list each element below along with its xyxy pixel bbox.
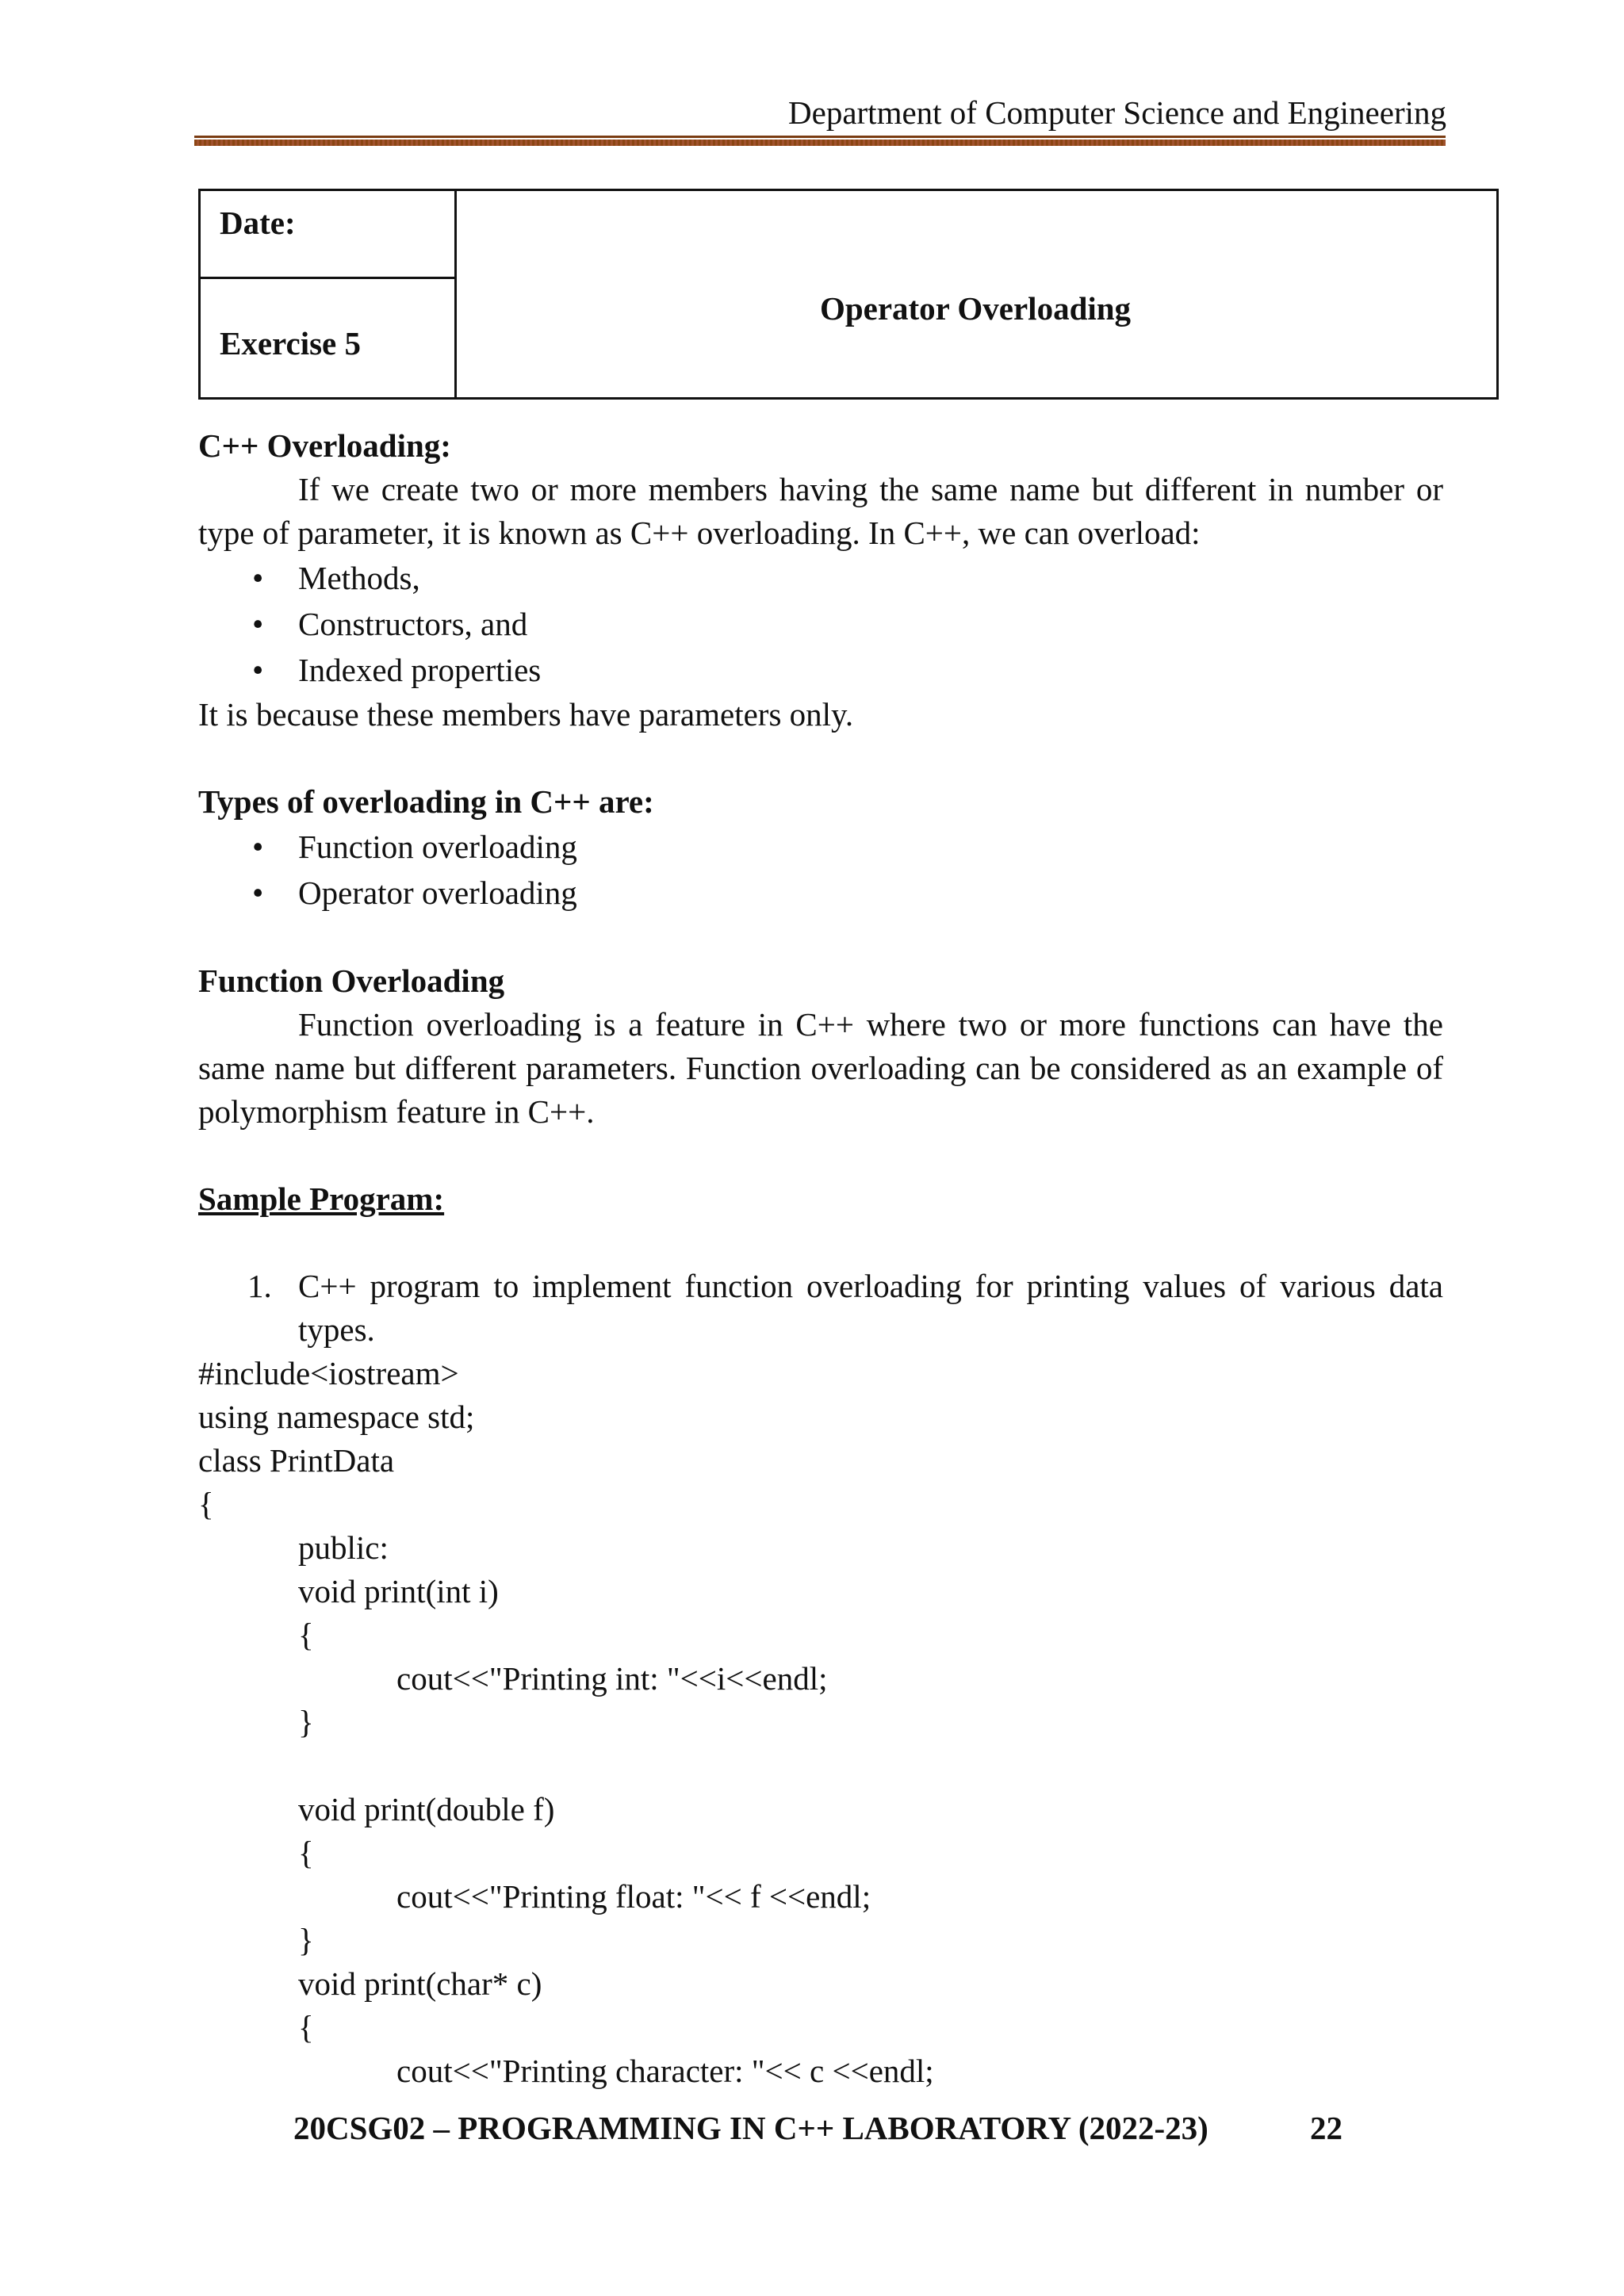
- spacer: [198, 737, 1443, 780]
- header-rule-thick: [194, 140, 1446, 146]
- list-item-text: Operator overloading: [298, 874, 577, 911]
- page-number: 22: [1310, 2110, 1342, 2146]
- code-line: {: [198, 1486, 214, 1522]
- sample-item-number: 1.: [247, 1268, 272, 1304]
- code-line: [198, 1744, 1443, 1788]
- list-item-text: Methods,: [298, 560, 420, 596]
- code-line: using namespace std;: [198, 1399, 475, 1435]
- list-item: [198, 555, 1443, 601]
- date-label: Date:: [220, 205, 296, 241]
- list-item-text: Function overloading: [298, 828, 577, 865]
- bullet-icon: •: [252, 652, 264, 688]
- code-line: }: [298, 1704, 314, 1740]
- code-line: class PrintData: [198, 1442, 395, 1479]
- list-item-text: Constructors, and: [298, 606, 528, 642]
- list-item: [198, 824, 1443, 870]
- list-item-text: Indexed properties: [298, 652, 542, 688]
- spacer: [198, 916, 1443, 959]
- bullet-icon: •: [252, 828, 264, 865]
- bullet-icon: •: [252, 606, 264, 642]
- spacer: [198, 1221, 1443, 1265]
- bullet-icon: •: [252, 560, 264, 596]
- code-line: cout<<"Printing float: "<< f <<endl;: [396, 1878, 871, 1915]
- code-line: cout<<"Printing character: "<< c <<endl;: [396, 2053, 934, 2089]
- sample-item-text: C++ program to implement function overloading for printing values of various data types.: [298, 1268, 1443, 1348]
- code-line: {: [298, 1835, 314, 1871]
- page-header: Department of Computer Science and Engineering: [788, 94, 1446, 131]
- exercise-box-divider: [201, 277, 454, 279]
- code-line: void print(char* c): [298, 1965, 542, 2002]
- list-item: [198, 601, 1443, 647]
- overloading-note: It is because these members have parameters only.: [198, 696, 854, 733]
- overloadable-list: [198, 555, 1443, 693]
- function-overloading-heading: Function Overloading: [198, 962, 505, 999]
- document-body: [198, 424, 1443, 2093]
- header-rule: [194, 136, 1446, 147]
- overloading-intro: If we create two or more members having the same name but different in number or type of parameter, it is known as C++ overloading. In C++, we can overload:: [198, 471, 1443, 551]
- code-line: cout<<"Printing int: "<<i<<endl;: [396, 1660, 828, 1697]
- header-rule-thin: [194, 136, 1446, 138]
- code-line: }: [298, 1922, 314, 1958]
- sample-item: [198, 1265, 1443, 1352]
- exercise-title: Operator Overloading: [819, 290, 1132, 327]
- list-item: [198, 647, 1443, 693]
- code-line: public:: [298, 1529, 389, 1566]
- overloading-heading: C++ Overloading:: [198, 427, 451, 464]
- spacer: [198, 1134, 1443, 1177]
- exercise-label: Exercise 5: [220, 325, 361, 362]
- types-list: [198, 824, 1443, 916]
- code-line: void print(int i): [298, 1573, 499, 1609]
- list-item: [198, 870, 1443, 916]
- code-line: {: [298, 2009, 314, 2045]
- code-line: {: [298, 1617, 314, 1653]
- footer-course: 20CSG02 – PROGRAMMING IN C++ LABORATORY (2022-23): [293, 2110, 1208, 2146]
- code-line: void print(double f): [298, 1791, 555, 1827]
- sample-program-heading: Sample Program:: [198, 1181, 445, 1217]
- code-block: [198, 1352, 1443, 2093]
- bullet-icon: •: [252, 874, 264, 911]
- types-heading: Types of overloading in C++ are:: [198, 783, 654, 820]
- exercise-box: [198, 189, 1499, 400]
- function-overloading-body: Function overloading is a feature in C++ where two or more functions can have the same name but different parameters. Function overloading can be considered as an example of polymorphism feature in C++.: [198, 1006, 1443, 1130]
- code-line: #include<iostream>: [198, 1355, 459, 1391]
